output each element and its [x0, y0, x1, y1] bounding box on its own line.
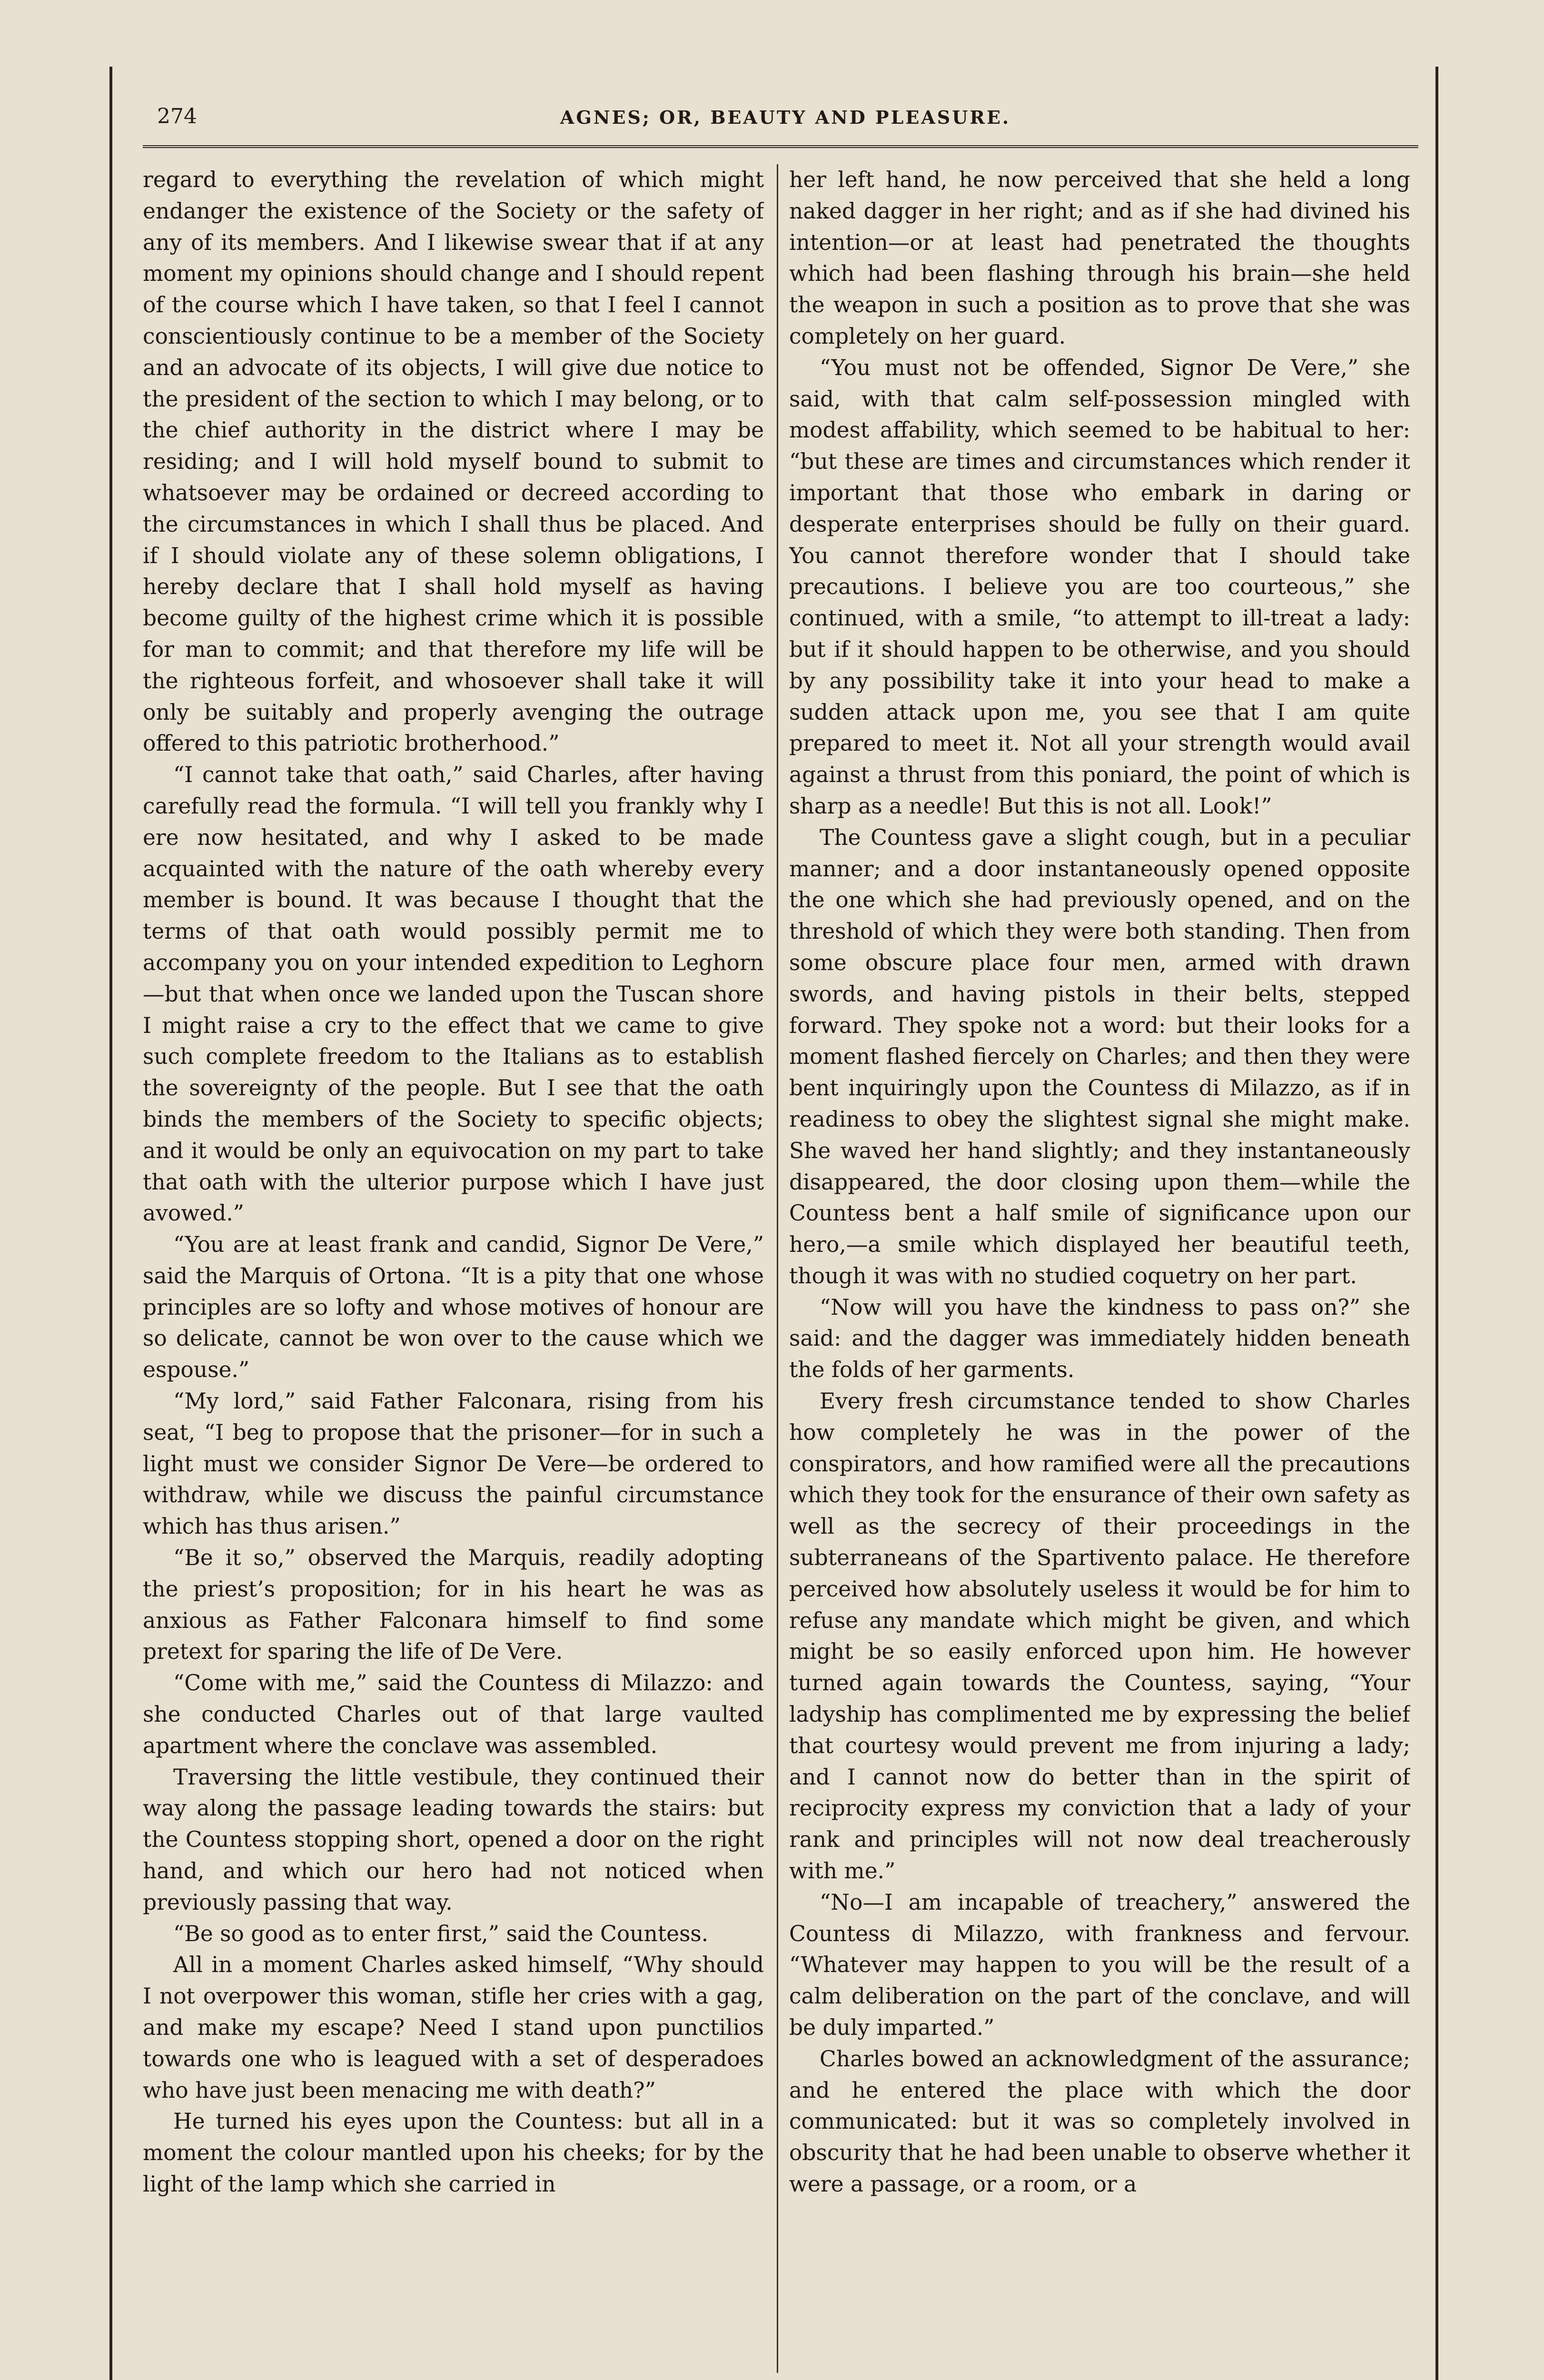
paragraph: “Come with me,” said the Countess di Milazzo: and she conducted Charles out of that large vaulted apartment where the conclave was assembled.	[143, 1670, 764, 1758]
paragraph: “No—I am incapable of treachery,” answered the Countess di Milazzo, with frankness and fervour. “Whatever may happen to you will be the result of a calm deliberation on the part of the conclave, and will be duly imparted.”	[789, 1889, 1410, 2041]
paragraph: The Countess gave a slight cough, but in a peculiar manner; and a door instantaneously opened opposite the one which she had previously opened, and on the threshold of which they were both standing. Then from some obscure place four men, armed with drawn swords, and having pistols in their belts, stepped forward. They spoke not a word: but their looks for a moment flashed fiercely on Charles; and then they were bent inquiringly upon the Countess di Milazzo, as if in readiness to obey the slightest signal she might make. She waved her hand slightly; and they instantaneously disappeared, the door closing upon them—while the Countess bent a half smile of significance upon our hero,—a smile which displayed her beautiful teeth, though it was with no studied coquetry on her part.	[789, 824, 1410, 1289]
running-title: AGNES; OR, BEAUTY AND PLEASURE.	[560, 107, 1011, 128]
paragraph: regard to everything the revelation of which might endanger the existence of the Society or the safety of any of its members. And I likewise swear that if at any moment my opinions should change and I should repent of the course which I have taken, so that I feel I cannot conscientiously continue to be a member of the Society and an advocate of its objects, I will give due notice to the president of the section to which I may belong, or to the chief authority in the district where I may be residing; and I will hold myself bound to submit to whatsoever may be ordained or decreed according to the circumstances in which I shall thus be placed. And if I should violate any of these solemn obligations, I hereby declare that I shall hold myself as having become guilty of the highest crime which it is possible for man to commit; and that therefore my life will be the righteous forfeit, and whosoever shall take it will only be suitably and properly avenging the outrage offered to this patriotic brotherhood.”	[143, 167, 764, 756]
paragraph: Charles bowed an acknowledgment of the assurance; and he entered the place with which the door communicated: but it was so completely involved in obscurity that he had been unable to observe whether it were a passage, or a room, or a	[789, 2046, 1410, 2197]
paragraph: He turned his eyes upon the Countess: but all in a moment the colour mantled upon his cheeks; for by the light of the lamp which she carried in	[143, 2109, 764, 2197]
paragraph: “I cannot take that oath,” said Charles, after having carefully read the formula. “I will tell you frankly why I ere now hesitated, and why I asked to be made acquainted with the nature of the oath whereby every member is bound. It was because I thought that the terms of that oath would possibly permit me to accompany you on your intended expedition to Leghorn—but that when once we landed upon the Tuscan shore I might raise a cry to the effect that we came to give such complete freedom to the Italians as to establish the sovereignty of the people. But I see that the oath binds the members of the Society to specific objects; and it would be only an equivocation on my part to take that oath with the ulterior purpose which I have just avowed.”	[143, 762, 764, 1226]
paragraph: “Be it so,” observed the Marquis, readily adopting the priest’s proposition; for in his heart he was as anxious as Father Falconara himself to find some pretext for sparing the life of De Vere.	[143, 1545, 764, 1665]
paragraph: Traversing the little vestibule, they continued their way along the passage leading towards the stairs: but the Countess stopping short, opened a door on the right hand, and which our hero had not noticed when previously passing that way.	[143, 1764, 764, 1915]
paragraph: “My lord,” said Father Falconara, rising from his seat, “I beg to propose that the prisoner—for in such a light must we consider Signor De Vere—be ordered to withdraw, while we discuss the painful circumstance which has thus arisen.”	[143, 1388, 764, 1539]
paragraph: Every fresh circumstance tended to show Charles how completely he was in the power of the conspirators, and how ramified were all the precautions which they took for the ensurance of their own safety as well as the secrecy of their proceedings in the subterraneans of the Spartivento palace. He therefore perceived how absolutely useless it would be for him to refuse any mandate which might be given, and which might be so easily enforced upon him. He however turned again towards the Countess, saying, “Your ladyship has complimented me by expressing the belief that courtesy would prevent me from injuring a lady; and I cannot now do better than in the spirit of reciprocity express my conviction that a lady of your rank and principles will not now deal treacherously with me.”	[789, 1388, 1410, 1884]
left-column	[143, 164, 764, 2380]
paragraph: All in a moment Charles asked himself, “Why should I not overpower this woman, stifle her cries with a gag, and make my escape? Need I stand upon punctilios towards one who is leagued with a set of desperadoes who have just been menacing me with death?”	[143, 1952, 764, 2103]
page-header	[157, 102, 1414, 136]
header-rule	[143, 145, 1418, 148]
page-number: 274	[157, 104, 197, 129]
paragraph: “You must not be offended, Signor De Vere,” she said, with that calm self-possession mingled with modest affability, which seemed to be habitual to her: “but these are times and circumstances which render it important that those who embark in daring or desperate enterprises should be fully on their guard. You cannot therefore wonder that I should take precautions. I believe you are too courteous,” she continued, with a smile, “to attempt to ill-treat a lady: but if it should happen to be otherwise, and you should by any possibility take it into your head to make a sudden attack upon me, you see that I am quite prepared to meet it. Not all your strength would avail against a thrust from this poniard, the point of which is sharp as a needle! But this is not all. Look!”	[789, 355, 1410, 819]
paragraph: “You are at least frank and candid, Signor De Vere,” said the Marquis of Ortona. “It is a pity that one whose principles are so lofty and whose motives of honour are so delicate, cannot be won over to the cause which we espouse.”	[143, 1232, 764, 1383]
paragraph: “Be so good as to enter first,” said the Countess.	[173, 1921, 709, 1946]
right-column	[789, 164, 1410, 2380]
paragraph: “Now will you have the kindness to pass on?” she said: and the dagger was immediately hidden beneath the folds of her garments.	[789, 1294, 1410, 1383]
column-divider	[777, 164, 778, 2373]
paragraph: her left hand, he now perceived that she held a long naked dagger in her right; and as if she had divined his intention—or at least had penetrated the thoughts which had been flashing through his brain—she held the weapon in such a position as to prove that she was completely on her guard.	[789, 167, 1410, 349]
